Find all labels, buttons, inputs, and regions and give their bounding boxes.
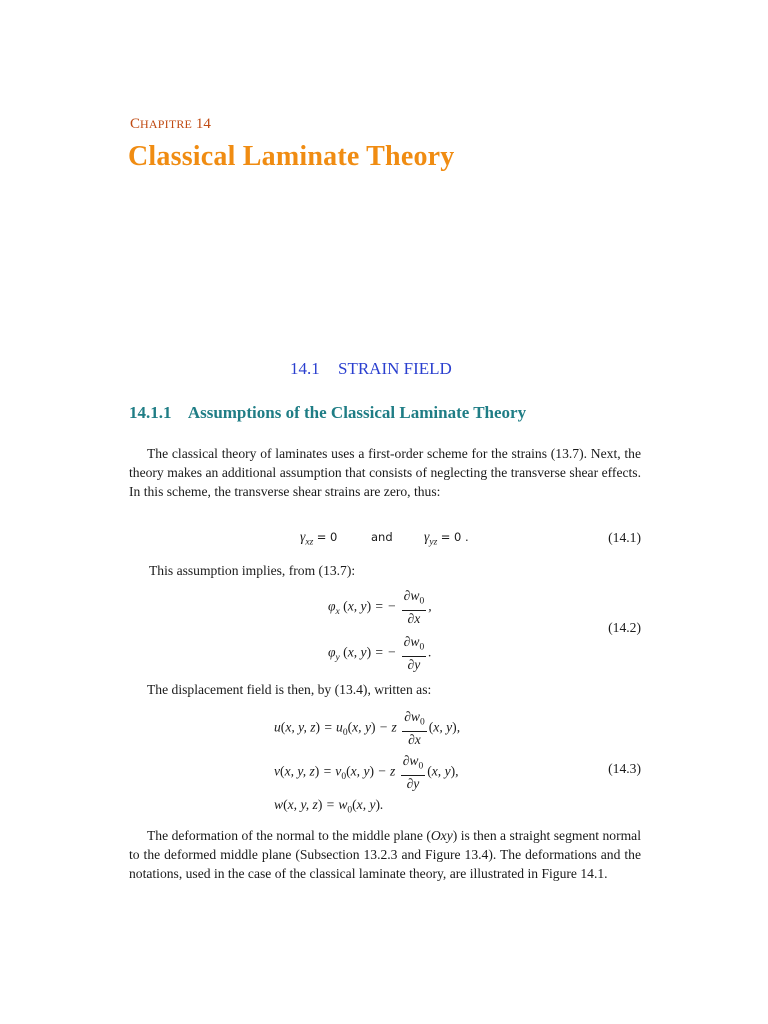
subsection-number: 14.1.1: [129, 403, 172, 422]
equation-number: (14.1): [608, 530, 641, 545]
equation-14-1: [300, 529, 337, 548]
equation-14-3-line3: w(x, y, $z) = w_0(x$, y).: [274, 797, 384, 816]
chapter-label-rest: HAPITRE: [140, 117, 193, 131]
gamma-symbol: γ: [424, 529, 430, 544]
equation-14-2-line2: $\varphi_y$ (x, y) = − $\frac{\partial w_0}{\partial y}$ .: [328, 634, 432, 672]
section-number: 14.1: [290, 359, 320, 378]
paragraph-assumption: [133, 561, 645, 580]
equation-14-1-second: [424, 529, 469, 548]
equals-zero: = 0 .: [440, 530, 469, 544]
chapter-number: 14: [195, 116, 211, 132]
text-span: The deformation of the normal to the middle plane (: [147, 828, 431, 843]
section-heading: [290, 359, 452, 379]
chapter-label: [130, 116, 211, 133]
equation-14-3-line1: u(x, y, $z) = u_0(x$, y) − z $\frac{\partial w_0}{\partial x}$ (x, y),: [274, 709, 461, 747]
fraction: $\frac{\partial w_0}{\partial y}$: [403, 634, 425, 672]
paragraph-displacement: [129, 680, 641, 699]
section-title: STRAIN FIELD: [338, 359, 452, 378]
paragraph-text: This assumption implies, from (13.7):: [149, 563, 356, 578]
plane-symbol: Oxy: [430, 828, 453, 843]
subscript: xz: [305, 537, 314, 548]
subsection-title: Assumptions of the Classical Laminate Theory: [187, 403, 527, 422]
fraction: $\frac{\partial w_0}{\partial y}$: [402, 753, 424, 791]
paragraph-intro: [129, 444, 641, 501]
text-span: ) is then a straight segment normal to the deformed middle plane (Subsection 13.2.3 and Figure 13.4). The deformations and the notations, used in the case of the classical laminate theory, are illustrated in Figure 14.1.: [129, 828, 641, 881]
paragraph-text: The displacement field is then, by (13.4), written as:: [147, 682, 432, 697]
chapter-title: Classical Laminate Theory: [128, 141, 455, 172]
subscript: yz: [429, 537, 438, 548]
equals-zero: = 0: [316, 530, 338, 544]
subsection-heading: [129, 403, 526, 423]
equation-14-3-line2: v(x, y, $z) = v_0(x$, y) − z $\frac{\partial w_0}{\partial y}$ (x, y),: [274, 753, 459, 791]
paragraph-text: [129, 826, 641, 883]
equation-14-2-line1: $\varphi_x$ (x, y) = − $\frac{\partial w_0}{\partial x}$ ,: [328, 588, 432, 626]
chapter-label-initial: C: [130, 116, 141, 132]
equation-number: (14.3): [608, 761, 641, 776]
paragraph-deformation: [129, 826, 641, 883]
fraction: $\frac{\partial w_0}{\partial x}$: [404, 709, 425, 747]
fraction: $\frac{\partial w_0}{\partial x}$: [403, 588, 425, 626]
gamma-symbol: γ: [300, 529, 306, 544]
equation-number: (14.2): [608, 620, 641, 635]
paragraph-text: The classical theory of laminates uses a first-order scheme for the strains (13.7). Next, the theory makes an additional assumption that consists of neglecting the transverse shear effects. In this scheme, the transverse shear strains are zero, thus:: [129, 446, 641, 499]
and-text: and: [371, 530, 393, 544]
